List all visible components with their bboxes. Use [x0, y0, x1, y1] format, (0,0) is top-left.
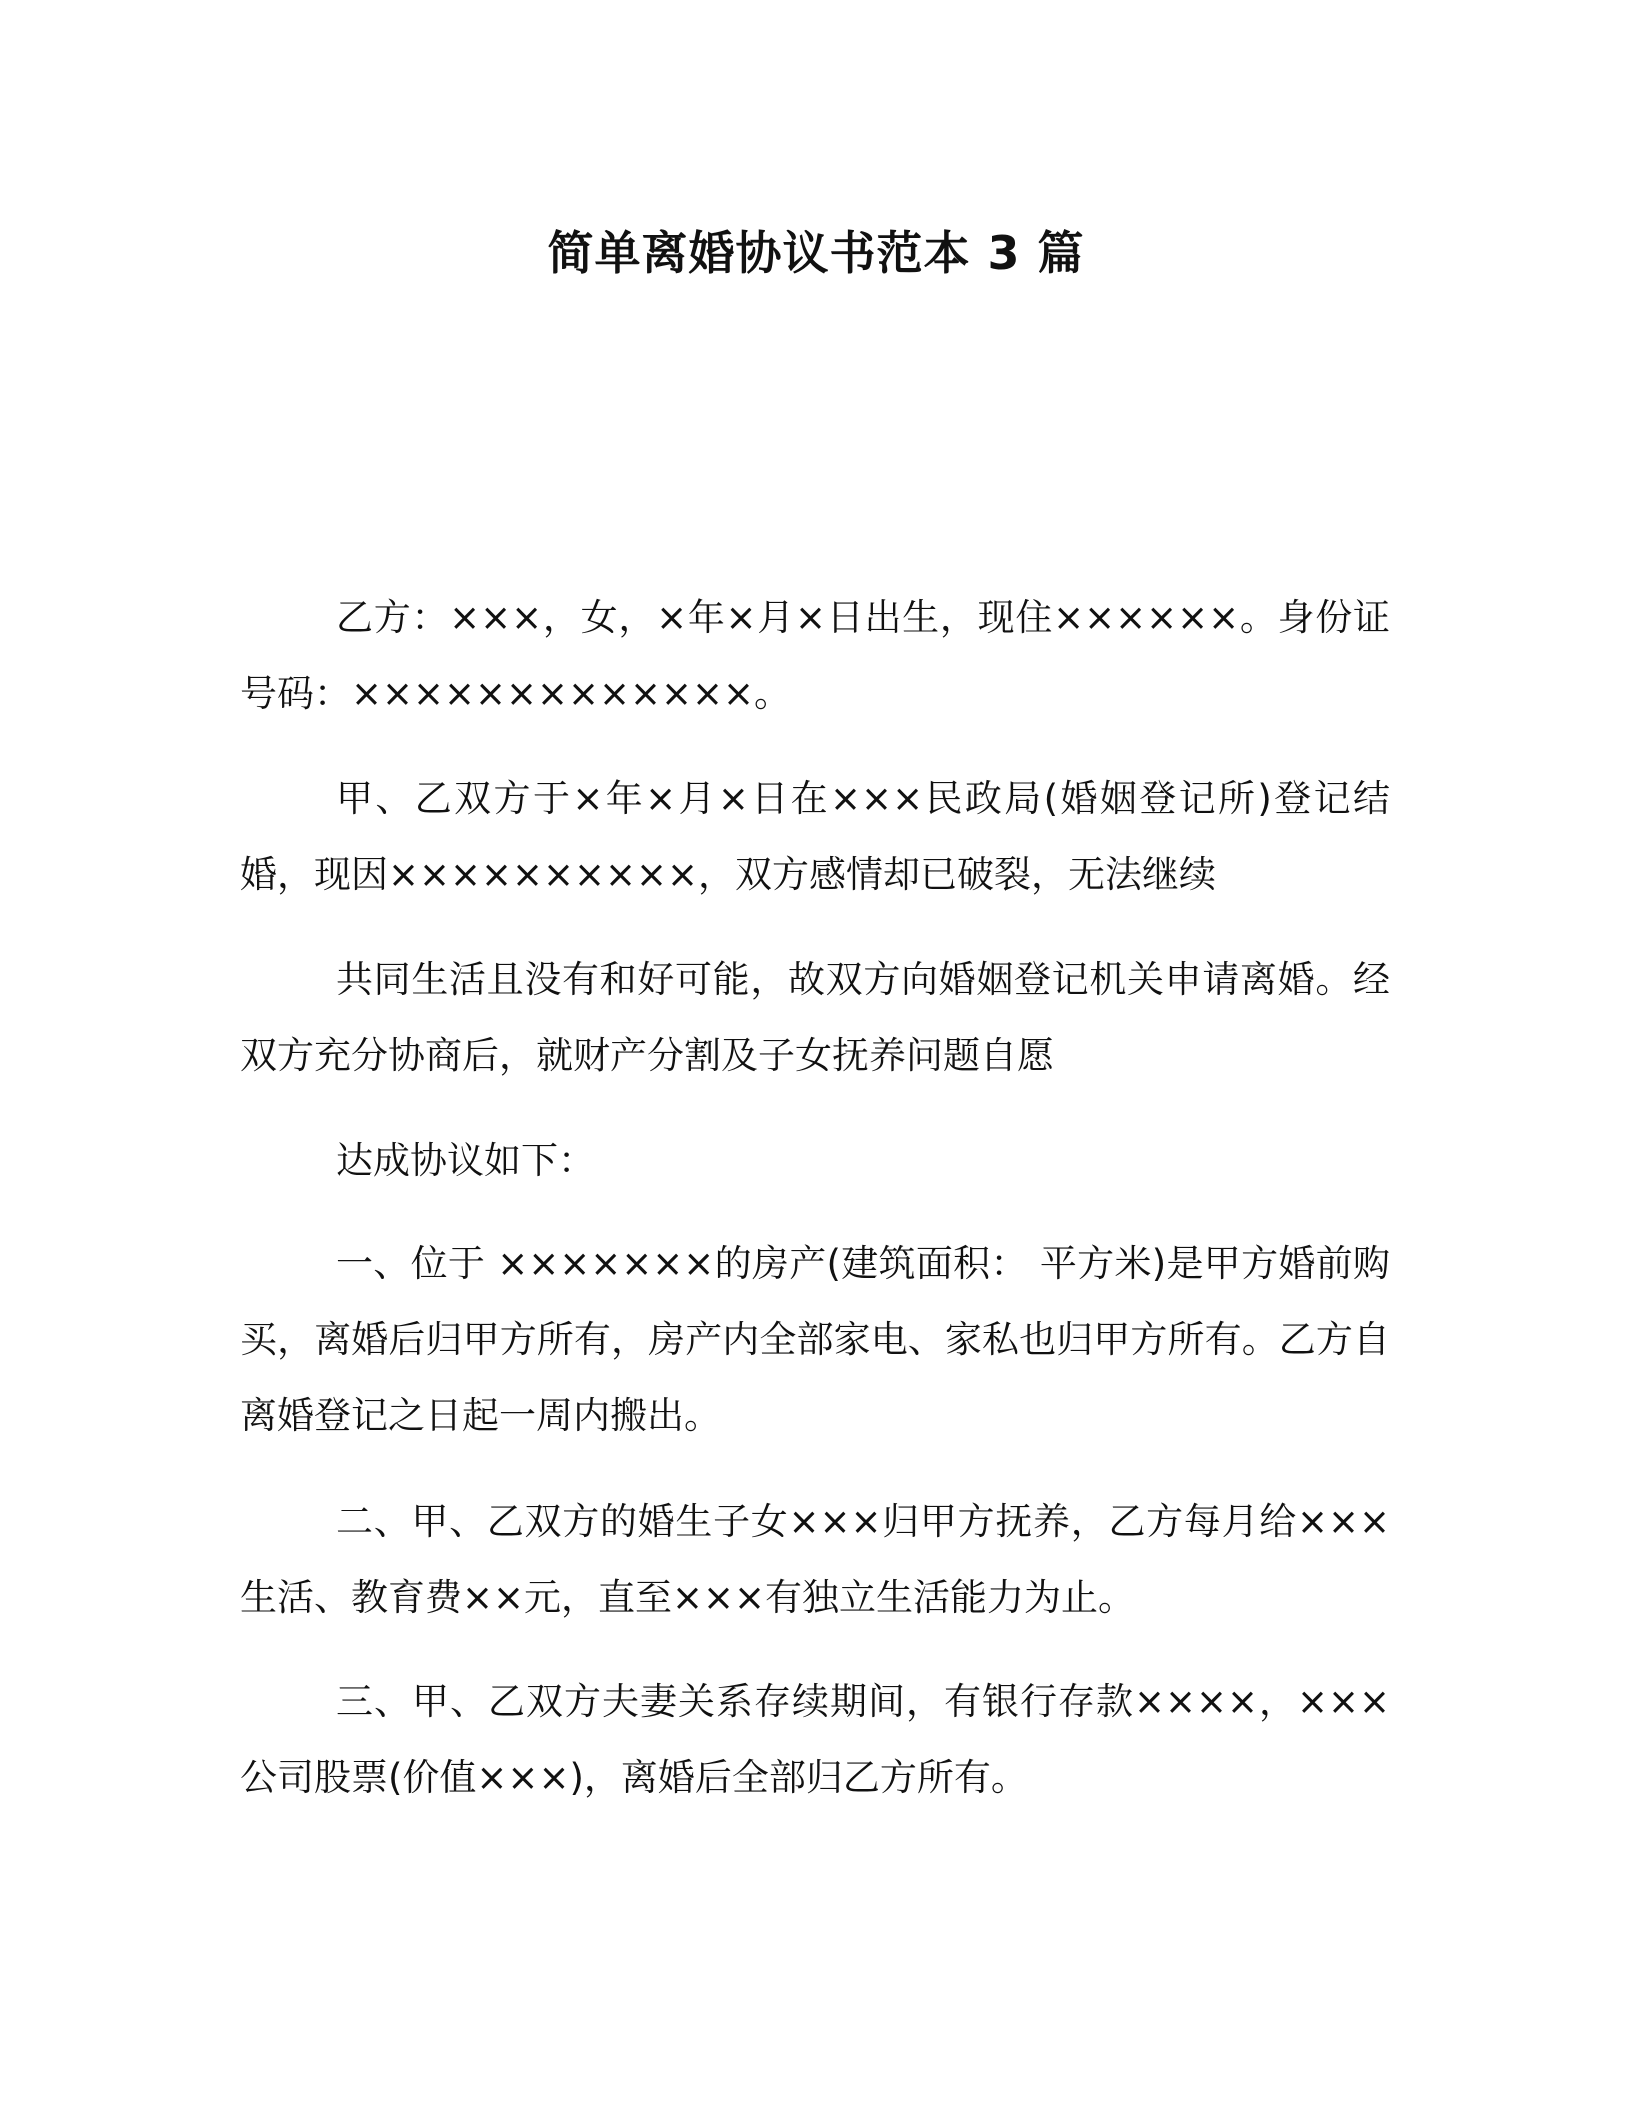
- paragraph-clause-child-custody: 二、甲、乙双方的婚生子女×××归甲方抚养，乙方每月给×××生活、教育费××元，直至×××有独立生活能力为止。: [240, 1500, 1390, 1619]
- paragraph-divorce-application: 共同生活且没有和好可能，故双方向婚姻登记机关申请离婚。经双方充分协商后，就财产分割及子女抚养问题自愿: [240, 958, 1390, 1077]
- paragraph-clause-property: 一、位于 ×××××××的房产(建筑面积： 平方米)是甲方婚前购买，离婚后归甲方所有，房产内全部家电、家私也归甲方所有。乙方自离婚登记之日起一周内搬出。: [240, 1242, 1390, 1437]
- document-title: 简单离婚协议书范本 3 篇: [547, 226, 1085, 280]
- paragraph-clause-savings-stocks: 三、甲、乙双方夫妻关系存续期间，有银行存款××××，×××公司股票(价值×××)，离婚后全部归乙方所有。: [240, 1680, 1390, 1799]
- paragraph-party-b-info: 乙方：×××，女，×年×月×日出生，现住××××××。身份证号码：×××××××××××××。: [240, 596, 1390, 715]
- paragraph-agreement-intro: 达成协议如下：: [336, 1139, 595, 1182]
- paragraph-marriage-registration: 甲、乙双方于×年×月×日在×××民政局(婚姻登记所)登记结婚，现因××××××××××，双方感情却已破裂，无法继续: [240, 777, 1390, 896]
